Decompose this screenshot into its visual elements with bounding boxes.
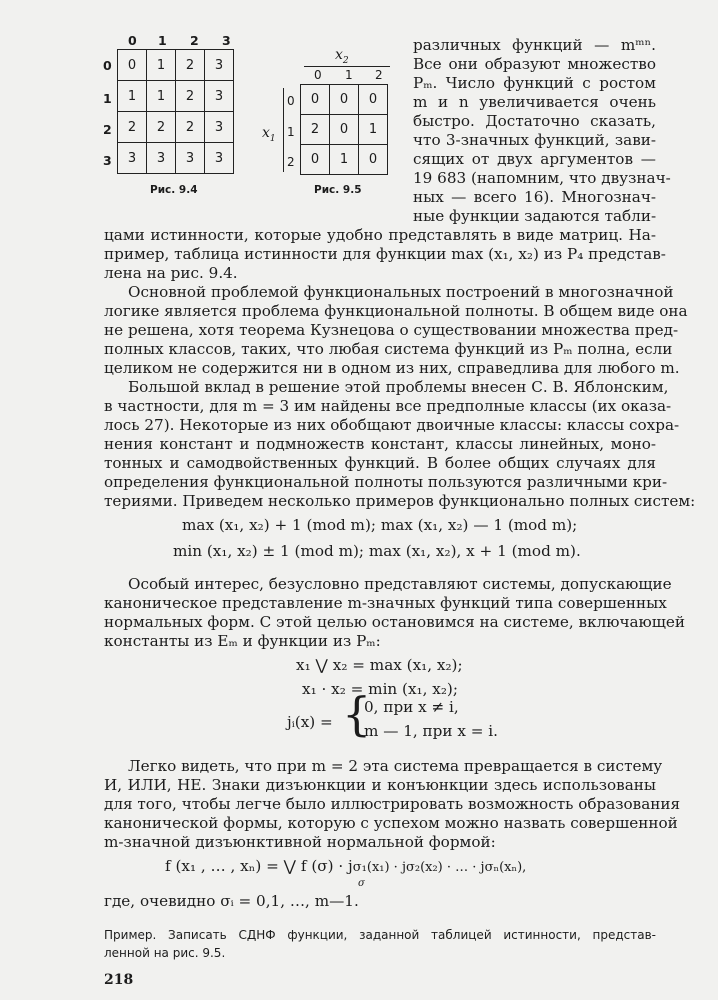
text-line: константы из Eₘ и функции из Pₘ: bbox=[104, 632, 381, 650]
example-line: ленной на рис. 9.5. bbox=[104, 946, 226, 960]
table-cell: 1 bbox=[118, 81, 147, 112]
text-line: Большой вклад в решение этой проблемы внесен С. В. Яблонским, bbox=[128, 378, 669, 396]
text-line: 19 683 (напомним, что двузнач- bbox=[413, 169, 671, 187]
text-line: нормальных форм. С этой целью остановимся на системе, включающей bbox=[104, 613, 685, 631]
text-line: тонных и самодвойственных функций. В более общих случаях для bbox=[104, 454, 656, 472]
text-line: сящих от двух аргументов — bbox=[413, 150, 656, 168]
table-cell: 1 bbox=[147, 81, 176, 112]
text-line: для того, чтобы легче было иллюстрировать возможность образования bbox=[104, 795, 681, 813]
fig95-caption: Рис. 9.5 bbox=[314, 184, 362, 196]
example-line: Пример. Записать СДНФ функции, заданной таблицей истинности, представ- bbox=[104, 928, 656, 942]
table-cell: 3 bbox=[205, 112, 234, 143]
fig95-col-header-2: 2 bbox=[375, 68, 383, 82]
text-line: пример, таблица истинности для функции max (x₁, x₂) из P₄ представ- bbox=[104, 245, 666, 263]
text-line: ных — всего 16). Многознач- bbox=[413, 188, 656, 206]
formula-3: x₁ ⋁ x₂ = max (x₁, x₂); bbox=[296, 656, 463, 674]
text-line: каноническое представление m-значных функций типа совершенных bbox=[104, 594, 667, 612]
formula-2: min (x₁, x₂) ± 1 (mod m); max (x₁, x₂), x + 1 (mod m). bbox=[173, 542, 581, 560]
fig94-col-header-2: 2 bbox=[190, 33, 199, 48]
table-cell: 2 bbox=[147, 112, 176, 143]
table-cell: 2 bbox=[176, 81, 205, 112]
fig95-row-header-0: 0 bbox=[287, 94, 295, 108]
text-line: Особый интерес, безусловно представляют системы, допускающие bbox=[128, 575, 672, 593]
text-line: цами истинности, которые удобно представлять в виде матриц. На- bbox=[104, 226, 656, 244]
text-line: логике является проблема функциональной полноты. В общем виде она bbox=[104, 302, 688, 320]
fig95-x1-label: $x_1$ bbox=[262, 125, 276, 144]
fig95-x2-label: $x_2$ bbox=[335, 47, 349, 66]
formula-6-rest: σ₁(x₁) · jσ₂(x₂) · … · jσₙ(xₙ), bbox=[352, 860, 527, 875]
page-number: 218 bbox=[104, 972, 134, 988]
fig94-row-header-3: 3 bbox=[103, 153, 112, 168]
table-row bbox=[301, 85, 388, 115]
table-row bbox=[118, 112, 234, 143]
table-cell: 1 bbox=[359, 115, 388, 145]
table-cell: 2 bbox=[176, 50, 205, 81]
fig95-header-rule bbox=[304, 66, 390, 67]
text-line: Все они образуют множество bbox=[413, 55, 656, 73]
table-row bbox=[118, 143, 234, 174]
text-line: определения функциональной полноты пользуются различными кри- bbox=[104, 473, 668, 491]
formula-6-sigma: σ bbox=[358, 878, 365, 889]
text-line: лось 27). Некоторые из них обобщают двоичные классы: классы сохра- bbox=[104, 416, 680, 434]
text-line: нения констант и подмножеств констант, классы линейных, моно- bbox=[104, 435, 656, 453]
text-line: И, ИЛИ, НЕ. Знаки дизъюнкции и конъюнкции здесь использованы bbox=[104, 776, 656, 794]
table-row bbox=[301, 145, 388, 175]
fig94-row-header-2: 2 bbox=[103, 122, 112, 137]
formula-5-lhs: jᵢ(x) = bbox=[287, 713, 333, 731]
formula-6 bbox=[165, 857, 526, 875]
fig94-row-header-1: 1 bbox=[103, 91, 112, 106]
fig95-row-header-1: 1 bbox=[287, 125, 295, 139]
text-line: Легко видеть, что при m = 2 эта система превращается в систему bbox=[128, 757, 663, 775]
formula-7: где, очевидно σᵢ = 0,1, …, m—1. bbox=[104, 892, 359, 910]
formula-6-lhs: f (x₁ , … , xₙ) = ⋁ f (σ) · j bbox=[165, 857, 353, 875]
fig94-col-header-1: 1 bbox=[158, 33, 167, 48]
fig95-row-rule bbox=[283, 88, 284, 172]
table-cell: 3 bbox=[176, 143, 205, 174]
text-line: m-значной дизъюнктивной нормальной формой: bbox=[104, 833, 496, 851]
fig94-caption: Рис. 9.4 bbox=[150, 184, 198, 196]
text-line: лена на рис. 9.4. bbox=[104, 264, 238, 282]
fig95-row-header-2: 2 bbox=[287, 155, 295, 169]
text-line: Основной проблемой функциональных построений в многозначной bbox=[128, 283, 674, 301]
left-brace-icon: { bbox=[342, 687, 372, 741]
table-cell: 0 bbox=[301, 145, 330, 175]
text-line: различных функций — mᵐⁿ. bbox=[413, 36, 656, 54]
formula-5-case-2: m — 1, при x = i. bbox=[364, 722, 498, 740]
text-line: в частности, для m = 3 им найдены все предполные классы (их оказа- bbox=[104, 397, 672, 415]
table-cell: 2 bbox=[176, 112, 205, 143]
text-line: канонической формы, которую с успехом можно назвать совершенной bbox=[104, 814, 678, 832]
table-cell: 0 bbox=[330, 85, 359, 115]
fig94-col-header-0: 0 bbox=[128, 33, 137, 48]
text-line: m и n увеличивается очень bbox=[413, 93, 656, 111]
table-cell: 2 bbox=[301, 115, 330, 145]
fig94-col-header-3: 3 bbox=[222, 33, 231, 48]
fig95-col-header-1: 1 bbox=[345, 68, 353, 82]
formula-4: x₁ · x₂ = min (x₁, x₂); bbox=[302, 680, 458, 698]
text-line: териями. Приведем несколько примеров функционально полных систем: bbox=[104, 492, 696, 510]
text-line: полных классов, таких, что любая система функций из Pₘ полна, если bbox=[104, 340, 673, 358]
text-line: быстро. Достаточно сказать, bbox=[413, 112, 656, 130]
table-cell: 0 bbox=[359, 145, 388, 175]
table-cell: 1 bbox=[147, 50, 176, 81]
table-row bbox=[118, 50, 234, 81]
table-cell: 3 bbox=[118, 143, 147, 174]
table-cell: 3 bbox=[147, 143, 176, 174]
text-line: ные функции задаются табли- bbox=[413, 207, 657, 225]
text-line: целиком не содержится ни в одном из них, справедлива для любого m. bbox=[104, 359, 680, 377]
formula-1: max (x₁, x₂) + 1 (mod m); max (x₁, x₂) — 1 (mod m); bbox=[182, 516, 578, 534]
table-row bbox=[118, 81, 234, 112]
text-line: Pₘ. Число функций с ростом bbox=[413, 74, 656, 92]
table-row bbox=[301, 115, 388, 145]
table-cell: 0 bbox=[118, 50, 147, 81]
table-cell: 0 bbox=[359, 85, 388, 115]
fig94-table bbox=[117, 49, 234, 174]
text-line: не решена, хотя теорема Кузнецова о существовании множества пред- bbox=[104, 321, 679, 339]
table-cell: 3 bbox=[205, 143, 234, 174]
table-cell: 3 bbox=[205, 50, 234, 81]
fig94-row-header-0: 0 bbox=[103, 58, 112, 73]
fig95-col-header-0: 0 bbox=[314, 68, 322, 82]
table-cell: 3 bbox=[205, 81, 234, 112]
table-cell: 0 bbox=[301, 85, 330, 115]
table-cell: 0 bbox=[330, 115, 359, 145]
text-line: что 3-значных функций, зави- bbox=[413, 131, 656, 149]
table-cell: 1 bbox=[330, 145, 359, 175]
fig95-table bbox=[300, 84, 388, 175]
formula-5-case-1: 0, при x ≠ i, bbox=[364, 698, 459, 716]
table-cell: 2 bbox=[118, 112, 147, 143]
